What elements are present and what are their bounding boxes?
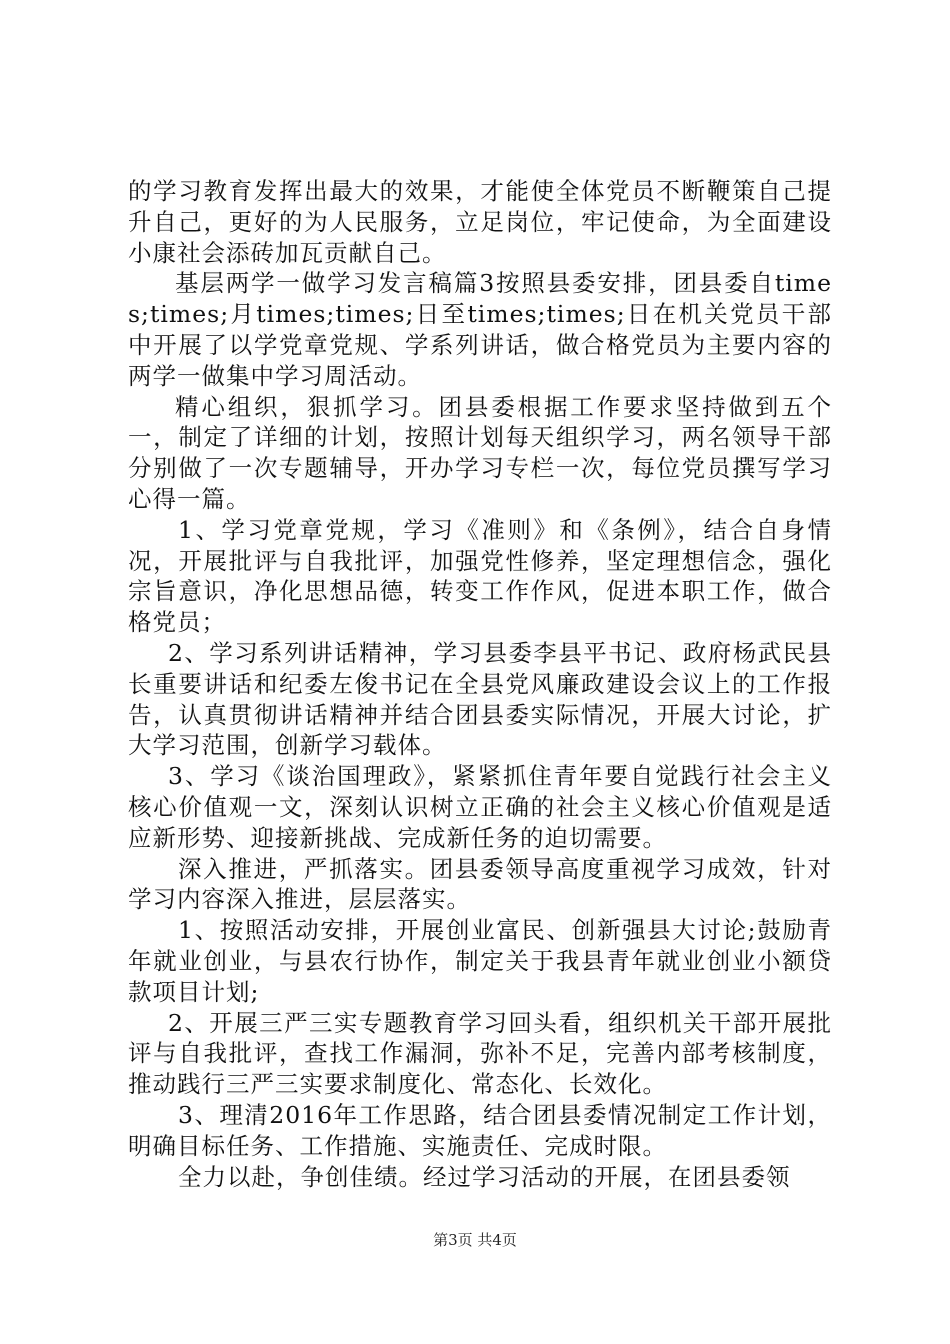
paragraph-7: 深入推进，严抓落实。团县委领导高度重视学习成效，针对学习内容深入推进，层层落实。 [128,854,832,914]
paragraph-3: 精心组织，狠抓学习。团县委根据工作要求坚持做到五个一，制定了详细的计划，按照计划每天组织学习，两名领导干部分别做了一次专题辅导，开办学习专栏一次，每位党员撰写学习心得一篇。 [128,392,832,513]
paragraph-8: 1、按照活动安排，开展创业富民、创新强县大讨论;鼓励青年就业创业，与县农行协作，制定关于我县青年就业创业小额贷款项目计划; [128,916,832,1006]
paragraph-10: 3、理清2016年工作思路，结合团县委情况制定工作计划，明确目标任务、工作措施、实施责任、完成时限。 [128,1100,832,1160]
paragraph-2: 基层两学一做学习发言稿篇3按照县委安排，团县委自times;times;月times;times;日至times;times;日在机关党员干部中开展了以学党章党规、学系列讲话，做合格党员为主要内容的两学一做集中学习周活动。 [128,269,832,390]
document-body [128,176,832,1192]
paragraph-6: 3、学习《谈治国理政》，紧紧抓住青年要自觉践行社会主义核心价值观一文，深刻认识树立正确的社会主义核心价值观是适应新形势、迎接新挑战、完成新任务的迫切需要。 [128,762,832,852]
paragraph-5: 2、学习系列讲话精神，学习县委李县平书记、政府杨武民县长重要讲话和纪委左俊书记在全县党风廉政建设会议上的工作报告，认真贯彻讲话精神并结合团县委实际情况，开展大讨论，扩大学习范围，创新学习载体。 [128,638,832,760]
paragraph-1: 的学习教育发挥出最大的效果，才能使全体党员不断鞭策自己提升自己，更好的为人民服务，立足岗位，牢记使命，为全面建设小康社会添砖加瓦贡献自己。 [128,177,832,267]
paragraph-4: 1、学习党章党规，学习《准则》和《条例》，结合自身情况，开展批评与自我批评，加强党性修养，坚定理想信念，强化宗旨意识，净化思想品德，转变工作作风，促进本职工作，做合格党员； [128,515,832,637]
paragraph-9: 2、开展三严三实专题教育学习回头看，组织机关干部开展批评与自我批评，查找工作漏洞，弥补不足，完善内部考核制度，推动践行三严三实要求制度化、常态化、长效化。 [128,1008,832,1099]
page-number-footer: 第3页 共4页 [433,1231,517,1249]
paragraph-11: 全力以赴，争创佳绩。经过学习活动的开展，在团县委领 [178,1162,791,1191]
